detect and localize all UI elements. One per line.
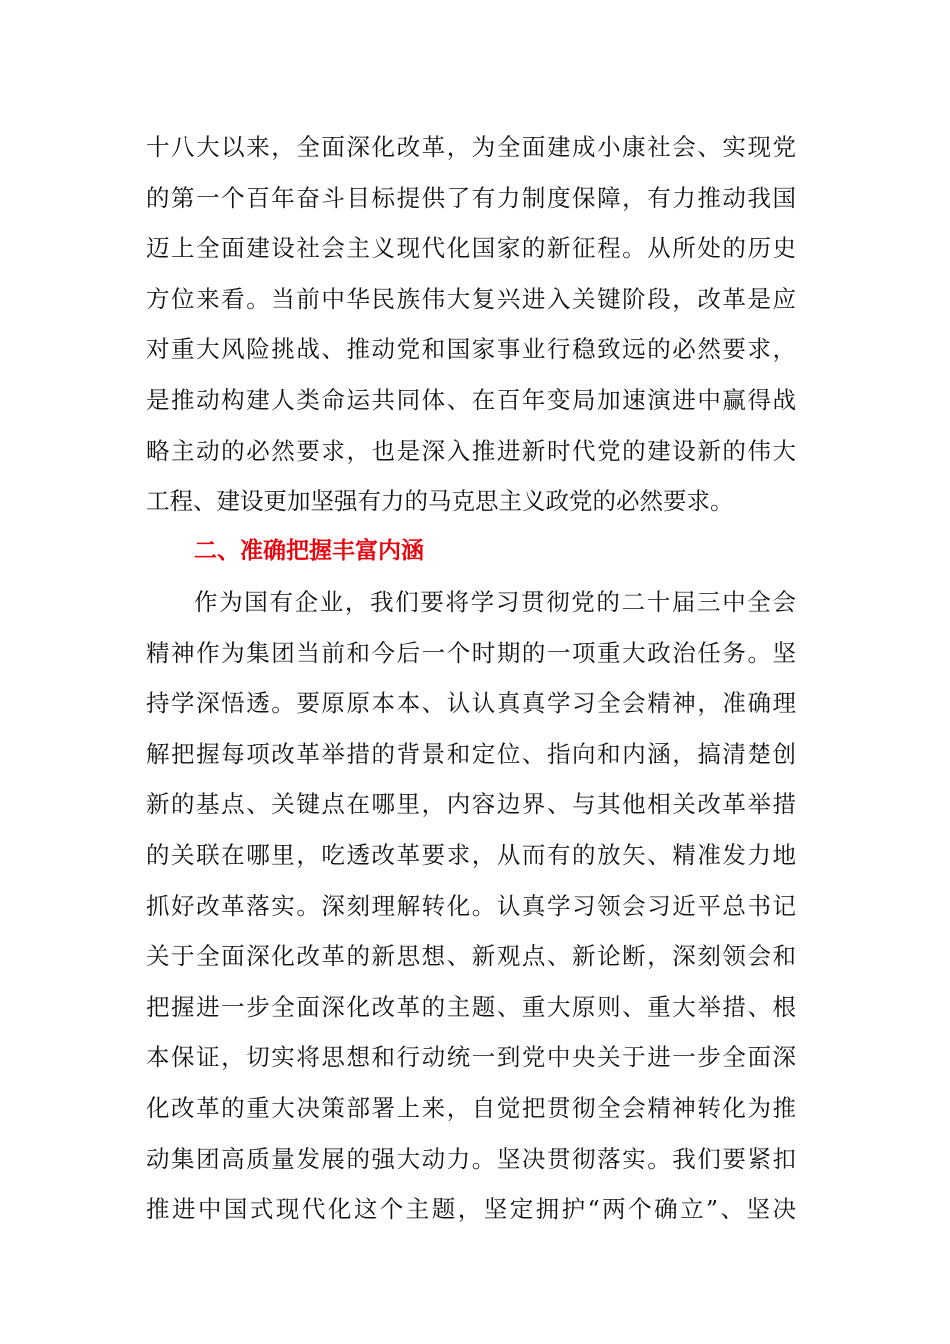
paragraph-line: 对重大风险挑战、推动党和国家事业行稳致远的必然要求， <box>146 335 796 364</box>
paragraph-line: 的关联在哪里，吃透改革要求，从而有的放矢、精准发力地 <box>146 840 796 869</box>
paragraph-line: 精神作为集团当前和今后一个时期的一项重大政治任务。坚 <box>146 638 796 667</box>
paragraph-line: 解把握每项改革举措的背景和定位、指向和内涵，搞清楚创 <box>146 739 796 768</box>
paragraph-history-context <box>146 122 796 527</box>
paragraph-line: 把握进一步全面深化改革的主题、重大原则、重大举措、根 <box>146 992 796 1021</box>
paragraph-line: 推进中国式现代化这个主题，坚定拥护“两个确立”、坚决 <box>146 1195 796 1224</box>
paragraph-line: 是推动构建人类命运共同体、在百年变局加速演进中赢得战 <box>146 385 796 414</box>
paragraph-line: 关于全面深化改革的新思想、新观点、新论断，深刻领会和 <box>146 942 796 971</box>
paragraph-line: 十八大以来，全面深化改革，为全面建成小康社会、实现党 <box>146 133 796 161</box>
paragraph-soe-tasks <box>146 577 796 1235</box>
paragraph-line: 作为国有企业，我们要将学习贯彻党的二十届三中全会 <box>194 588 796 616</box>
paragraph-line: 迈上全面建设社会主义现代化国家的新征程。从所处的历史 <box>146 234 796 263</box>
section-heading: 二、准确把握丰富内涵 <box>194 538 424 564</box>
paragraph-line: 抓好改革落实。深刻理解转化。认真学习领会习近平总书记 <box>146 891 796 920</box>
paragraph-line: 持学深悟透。要原原本本、认认真真学习全会精神，准确理 <box>146 689 796 718</box>
paragraph-line: 化改革的重大决策部署上来，自觉把贯彻全会精神转化为推 <box>146 1093 796 1122</box>
paragraph-line: 方位来看。当前中华民族伟大复兴进入关键阶段，改革是应 <box>146 284 796 313</box>
paragraph-line: 的第一个百年奋斗目标提供了有力制度保障，有力推动我国 <box>146 183 796 212</box>
paragraph-line: 新的基点、关键点在哪里，内容边界、与其他相关改革举措 <box>146 790 796 819</box>
paragraph-line: 本保证，切实将思想和行动统一到党中央关于进一步全面深 <box>146 1043 796 1072</box>
paragraph-line: 动集团高质量发展的强大动力。坚决贯彻落实。我们要紧扣 <box>146 1144 796 1173</box>
paragraph-line: 略主动的必然要求，也是深入推进新时代党的建设新的伟大 <box>146 436 796 465</box>
paragraph-line: 工程、建设更加坚强有力的马克思主义政党的必然要求。 <box>146 487 734 516</box>
